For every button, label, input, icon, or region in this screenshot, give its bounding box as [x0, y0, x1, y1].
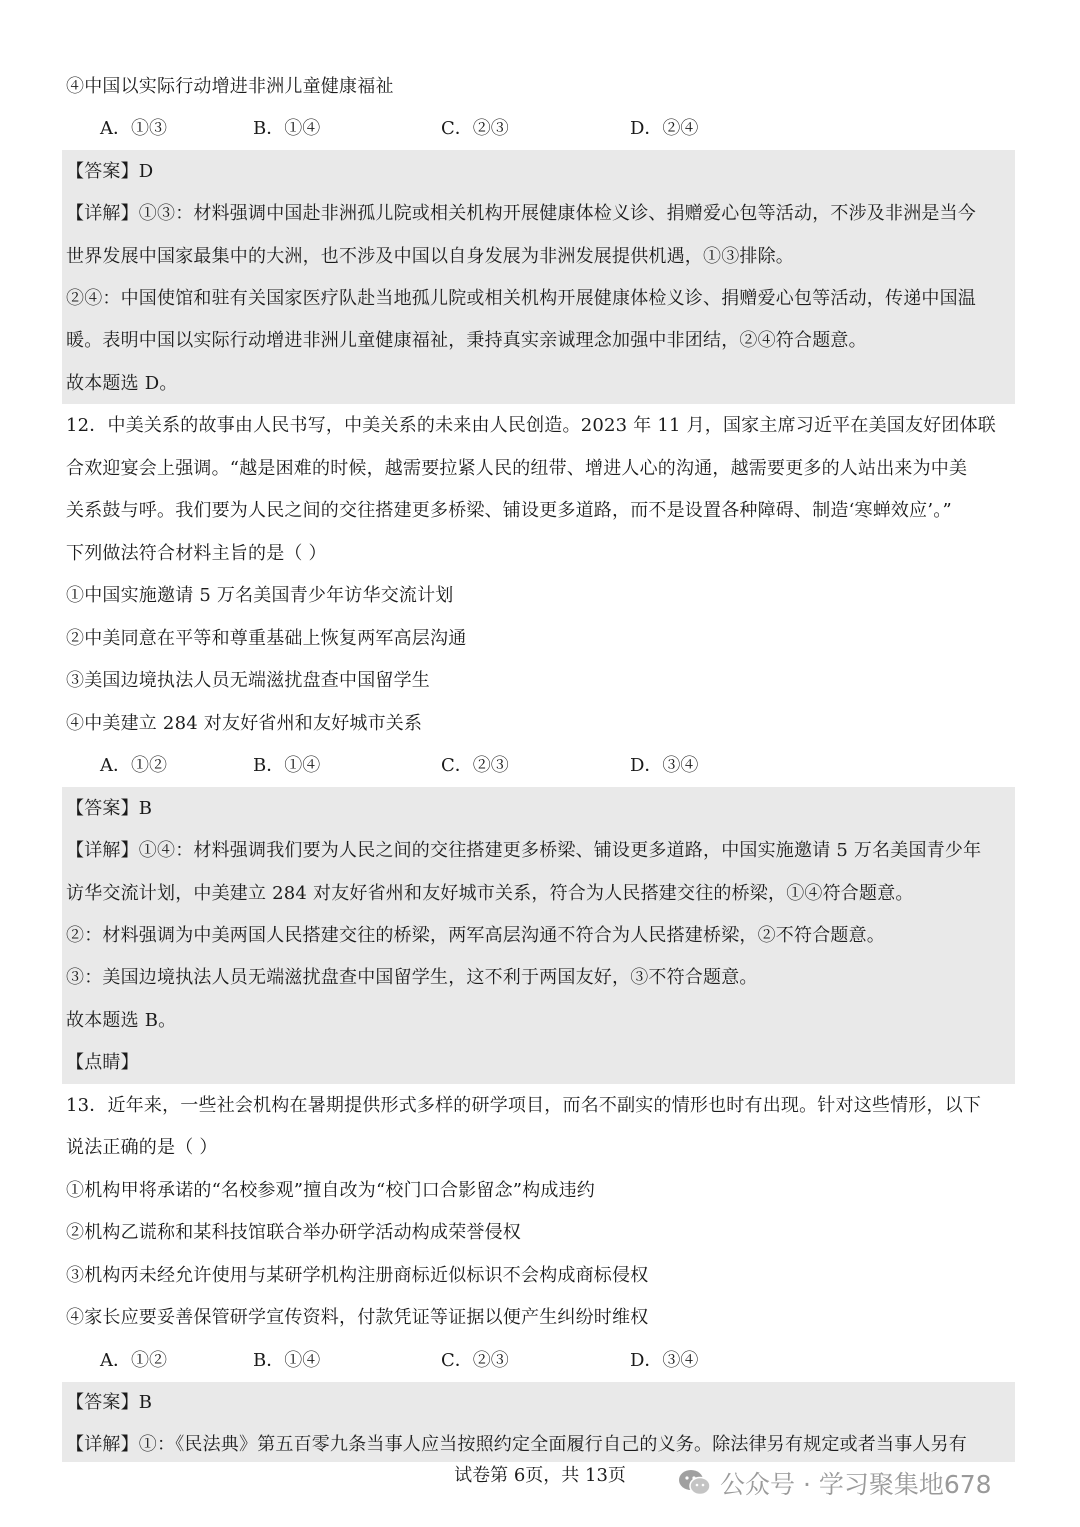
q12-detail-line: ②：材料强调为中美两国人民搭建交往的桥梁，两军高层沟通不符合为人民搭建桥梁，②不符合题意。 [66, 925, 885, 946]
watermark-text: 公众号 · 学习聚集地678 [720, 1470, 992, 1499]
q13-option-2: ②机构乙谎称和某科技馆联合举办研学活动构成荣誉侵权 [66, 1222, 521, 1243]
q13-choice-c: C．②③ [441, 1350, 509, 1371]
page-footer: 试卷第 6页，共 13页 [454, 1465, 626, 1486]
q13-stem-question: 说法正确的是（ ） [66, 1137, 218, 1158]
q12-option-1: ①中国实施邀请 5 万名美国青少年访华交流计划 [66, 585, 454, 606]
q13-stem-line: 13．近年来，一些社会机构在暑期提供形式多样的研学项目，而名不副实的情形也时有出现。针对这些情形，以下 [66, 1095, 982, 1116]
q11-detail-line: 【详解】①③：材料强调中国赴非洲孤儿院或相关机构开展健康体检义诊、捐赠爱心包等活动，不涉及非洲是当今 [66, 203, 976, 224]
q12-detail-line: ③：美国边境执法人员无端滋扰盘查中国留学生，这不利于两国友好，③不符合题意。 [66, 967, 758, 988]
q11-answer: 【答案】D [66, 161, 154, 182]
q12-choice-c: C．②③ [441, 755, 509, 776]
q13-choice-d: D．③④ [630, 1350, 699, 1371]
q12-detail-line: 访华交流计划，中美建立 284 对友好省州和友好城市关系，符合为人民搭建交往的桥梁，①④符合题意。 [66, 883, 914, 904]
q12-choice-a: A．①② [100, 755, 167, 776]
q11-detail-conclusion: 故本题选 D。 [66, 373, 178, 394]
q13-option-3: ③机构丙未经允许使用与某研学机构注册商标近似标识不会构成商标侵权 [66, 1265, 649, 1286]
q11-answer-block [62, 150, 1015, 404]
q13-detail-line: 【详解】①：《民法典》第五百零九条当事人应当按照约定全面履行自己的义务。除法律另有规定或者当事人另有 [66, 1434, 967, 1455]
q12-key-point: 【点睛】 [66, 1052, 139, 1073]
q11-option-4: ④中国以实际行动增进非洲儿童健康福祉 [66, 76, 394, 97]
q12-choice-d: D．③④ [630, 755, 699, 776]
q12-stem-line: 关系鼓与呼。我们要为人民之间的交往搭建更多桥梁、铺设更多道路，而不是设置各种障碍、制造‘寒蝉效应’。” [66, 500, 952, 521]
wechat-icon [678, 1468, 712, 1498]
q12-stem-line: 12．中美关系的故事由人民书写，中美关系的未来由人民创造。2023 年 11 月，国家主席习近平在美国友好团体联 [66, 415, 996, 436]
q12-stem-question: 下列做法符合材料主旨的是（ ） [66, 543, 327, 564]
q11-choice-d: D．②④ [630, 118, 699, 139]
q13-choice-b: B．①④ [253, 1350, 321, 1371]
watermark [678, 1466, 992, 1500]
q13-choice-a: A．①② [100, 1350, 167, 1371]
q11-detail-line: 世界发展中国家最集中的大洲，也不涉及中国以自身发展为非洲发展提供机遇，①③排除。 [66, 246, 794, 267]
q12-detail-line: 【详解】①④：材料强调我们要为人民之间的交往搭建更多桥梁、铺设更多道路，中国实施邀请 5 万名美国青少年 [66, 840, 982, 861]
q12-detail-conclusion: 故本题选 B。 [66, 1010, 177, 1031]
q12-option-2: ②中美同意在平等和尊重基础上恢复两军高层沟通 [66, 628, 467, 649]
q13-answer: 【答案】B [66, 1392, 153, 1413]
q13-option-4: ④家长应要妥善保管研学宣传资料，付款凭证等证据以便产生纠纷时维权 [66, 1307, 649, 1328]
q13-option-1: ①机构甲将承诺的“名校参观”擅自改为“校门口合影留念”构成违约 [66, 1180, 596, 1201]
q11-choice-a: A．①③ [100, 118, 167, 139]
q12-option-4: ④中美建立 284 对友好省州和友好城市关系 [66, 713, 423, 734]
q11-choice-b: B．①④ [253, 118, 321, 139]
q12-option-3: ③美国边境执法人员无端滋扰盘查中国留学生 [66, 670, 430, 691]
q12-stem-line: 合欢迎宴会上强调。“越是困难的时候，越需要拉紧人民的纽带、增进人心的沟通，越需要更多的人站出来为中美 [66, 458, 968, 479]
q11-detail-line: 暖。表明中国以实际行动增进非洲儿童健康福祉，秉持真实亲诚理念加强中非团结，②④符合题意。 [66, 330, 867, 351]
q12-answer: 【答案】B [66, 798, 153, 819]
q11-detail-line: ②④：中国使馆和驻有关国家医疗队赴当地孤儿院或相关机构开展健康体检义诊、捐赠爱心包等活动，传递中国温 [66, 288, 976, 309]
q12-choice-b: B．①④ [253, 755, 321, 776]
q11-choice-c: C．②③ [441, 118, 509, 139]
